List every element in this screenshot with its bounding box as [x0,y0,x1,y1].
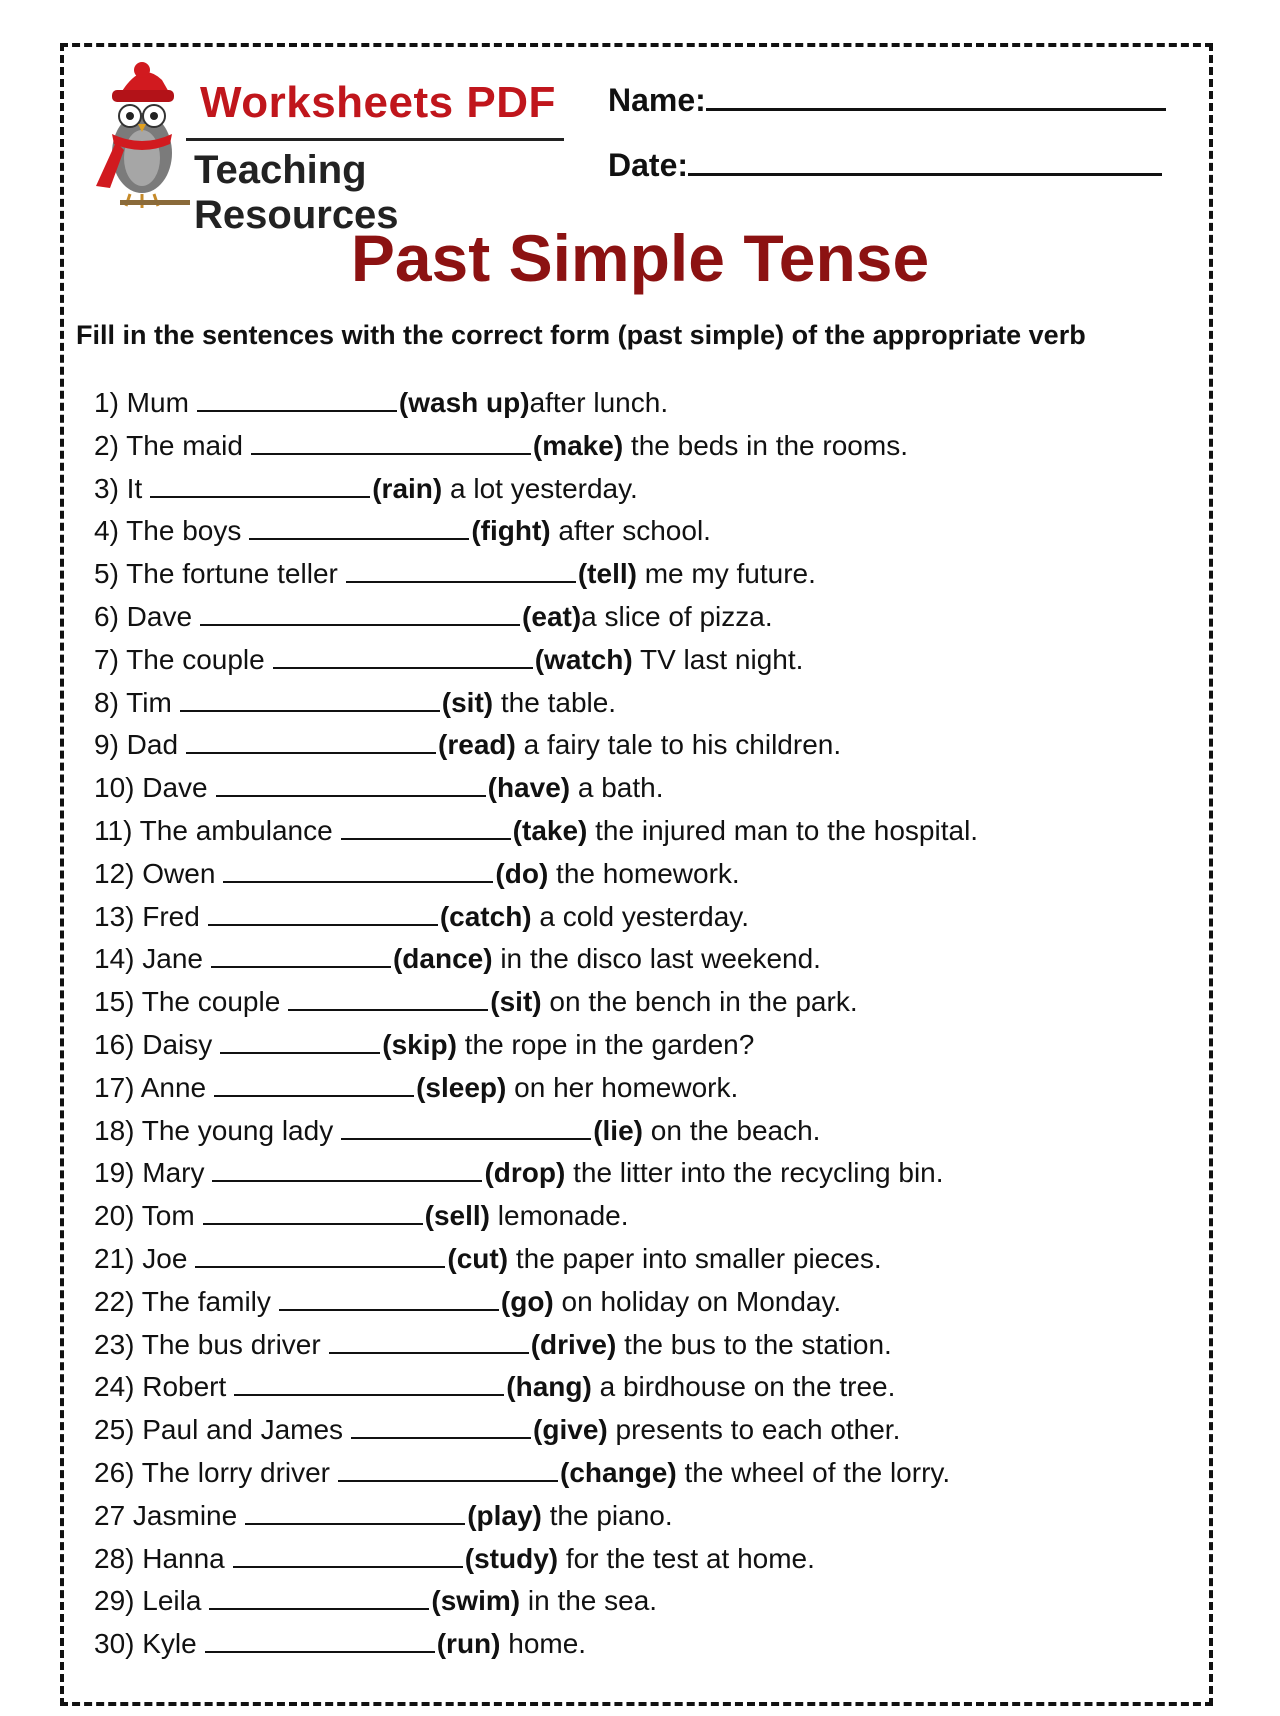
answer-blank[interactable] [233,1540,463,1568]
exercise-item [94,1452,1194,1495]
item-rest: presents to each other. [607,1414,901,1446]
item-rest: in the disco last weekend. [492,943,821,975]
name-label: Name: [608,82,706,118]
date-field[interactable] [608,145,1162,184]
answer-blank[interactable] [338,1454,558,1482]
answer-blank[interactable] [341,812,511,840]
item-rest: the bus to the station. [616,1328,892,1360]
item-subject: 1) Mum [94,387,189,418]
item-rest: the table. [493,686,617,718]
item-subject: 5) The fortune teller [94,558,338,590]
exercise-item [94,425,1194,468]
answer-blank[interactable] [212,1154,482,1182]
item-rest: lemonade. [490,1200,629,1232]
item-subject: 23) The bus driver [94,1328,321,1360]
item-rest: the rope in the garden? [456,1028,755,1060]
item-subject: 27 Jasmine [94,1499,238,1531]
item-verb: (read) [438,729,516,761]
item-subject: 9) Dad [94,729,179,761]
item-verb: (sit) [490,986,542,1018]
answer-blank[interactable] [214,1069,414,1097]
name-line[interactable] [706,80,1166,111]
item-subject: 21) Joe [94,1242,188,1274]
answer-blank[interactable] [197,384,397,412]
answer-blank[interactable] [150,470,370,498]
item-rest: a slice of pizza. [581,600,773,632]
item-verb: (fight) [471,515,551,547]
item-verb: (hang) [506,1371,592,1403]
item-rest: the injured man to the hospital. [587,814,979,846]
exercise-item [94,981,1194,1024]
answer-blank[interactable] [203,1197,423,1225]
exercise-item [94,810,1194,853]
brand-divider [186,138,564,141]
answer-blank[interactable] [195,1240,445,1268]
exercise-item [94,938,1194,981]
brand-subtitle: Teaching Resources [194,148,399,237]
answer-blank[interactable] [351,1411,531,1439]
item-verb: (give) [533,1414,608,1446]
item-rest: in the sea. [520,1585,658,1617]
item-verb: (do) [495,857,549,889]
item-verb: (drop) [484,1157,566,1189]
answer-blank[interactable] [180,684,440,712]
exercise-item [94,767,1194,810]
item-verb: (take) [512,814,588,846]
exercise-item [94,682,1194,725]
item-rest: on the bench in the park. [541,986,858,1018]
item-verb: (play) [467,1499,542,1531]
item-subject: 26) The lorry driver [94,1456,331,1488]
owl-mascot-icon [90,58,200,218]
item-verb: (have) [487,772,571,804]
answer-blank[interactable] [205,1625,435,1653]
answer-blank[interactable] [249,512,469,540]
item-verb: (swim) [431,1585,521,1617]
item-subject: 7) The couple [94,643,265,675]
item-subject: 15) The couple [94,986,281,1018]
item-subject: 4) The boys [94,515,242,547]
item-verb: (dance) [392,943,493,975]
item-subject: 29) Leila [94,1585,202,1617]
item-rest: after lunch. [529,387,669,418]
exercise-item [94,596,1194,639]
item-rest: the wheel of the lorry. [676,1456,951,1488]
item-verb: (change) [560,1456,677,1488]
item-subject: 3) It [94,472,143,504]
date-label: Date: [608,147,689,183]
item-rest: on holiday on Monday. [553,1285,842,1317]
item-verb: (watch) [534,643,633,675]
item-subject: 22) The family [94,1285,271,1317]
item-rest: on the beach. [642,1114,821,1146]
item-verb: (catch) [439,900,532,932]
answer-blank[interactable] [186,726,436,754]
item-verb: (lie) [593,1114,643,1146]
answer-blank[interactable] [200,598,520,626]
item-subject: 11) The ambulance [94,814,333,846]
item-rest: TV last night. [632,643,804,675]
answer-blank[interactable] [346,555,576,583]
exercise-item [94,1409,1194,1452]
item-verb: (eat) [522,600,582,632]
item-subject: 24) Robert [94,1371,227,1403]
exercise-item [94,382,1194,425]
item-verb: (sell) [424,1200,490,1232]
item-rest: home. [500,1628,587,1660]
item-rest: a birdhouse on the tree. [591,1371,896,1403]
item-rest: on her homework. [506,1071,739,1103]
item-subject: 6) Dave [94,600,193,632]
exercise-item [94,1623,1194,1666]
item-subject: 12) Owen [94,857,216,889]
name-field[interactable] [608,80,1166,119]
item-subject: 18) The young lady [94,1114,334,1146]
item-verb: (cut) [447,1242,509,1274]
item-rest: after school. [550,515,711,547]
exercise-item [94,1580,1194,1623]
page-title: Past Simple Tense [350,221,930,295]
item-verb: (rain) [372,472,443,504]
exercise-item [94,896,1194,939]
item-subject: 17) Anne [94,1071,207,1103]
logo [90,58,570,237]
exercise-item [94,1152,1194,1195]
item-verb: (skip) [382,1028,457,1060]
exercise-item [94,1324,1194,1367]
answer-blank[interactable] [220,1026,380,1054]
item-rest: the litter into the recycling bin. [565,1157,944,1189]
item-verb: (study) [464,1542,559,1574]
item-verb: (tell) [577,558,637,590]
item-rest: a cold yesterday. [531,900,749,932]
answer-blank[interactable] [234,1368,504,1396]
item-verb: (run) [436,1628,501,1660]
exercise-item [94,1495,1194,1538]
answer-blank[interactable] [273,641,533,669]
answer-blank[interactable] [208,898,438,926]
item-verb: (sit) [441,686,494,718]
exercise-item [94,1110,1194,1153]
item-verb: (sleep) [416,1071,507,1103]
item-verb: (drive) [530,1328,617,1360]
item-rest: a bath. [570,772,664,804]
exercise-item [94,1067,1194,1110]
exercise-item [94,553,1194,596]
item-rest: the paper into smaller pieces. [508,1242,882,1274]
item-subject: 25) Paul and James [94,1414,344,1446]
item-verb: (go) [500,1285,554,1317]
exercise-item [94,724,1194,767]
date-line[interactable] [688,145,1162,176]
instructions: Fill in the sentences with the correct form (past simple) of the appropriate verb [76,320,1086,350]
item-rest: for the test at home. [558,1542,815,1574]
answer-blank[interactable] [288,983,488,1011]
item-subject: 19) Mary [94,1157,205,1189]
exercise-item [94,1538,1194,1581]
exercise-item [94,510,1194,553]
item-subject: 30) Kyle [94,1628,197,1660]
item-verb: (wash up) [398,387,530,418]
item-subject: 20) Tom [94,1200,195,1232]
answer-blank[interactable] [216,769,486,797]
item-rest: the beds in the rooms. [623,429,908,461]
item-rest: the homework. [548,857,740,889]
exercise-item [94,1195,1194,1238]
brand-title: Worksheets PDF [200,78,556,127]
answer-blank[interactable] [251,427,531,455]
item-rest: the piano. [541,1499,673,1531]
answer-blank[interactable] [211,940,391,968]
exercise-item [94,853,1194,896]
exercise-item [94,1238,1194,1281]
exercise-item [94,468,1194,511]
item-subject: 28) Hanna [94,1542,225,1574]
item-subject: 2) The maid [94,429,243,461]
item-subject: 16) Daisy [94,1028,213,1060]
item-subject: 10) Dave [94,772,208,804]
answer-blank[interactable] [245,1497,465,1525]
item-subject: 8) Tim [94,686,172,718]
answer-blank[interactable] [223,855,493,883]
item-verb: (make) [532,429,624,461]
exercise-item [94,1024,1194,1067]
item-subject: 14) Jane [94,943,203,975]
answer-blank[interactable] [341,1112,591,1140]
item-rest: a fairy tale to his children. [515,729,842,761]
answer-blank[interactable] [329,1326,529,1354]
item-rest: a lot yesterday. [442,472,638,504]
exercise-item [94,639,1194,682]
item-rest: me my future. [636,558,816,590]
answer-blank[interactable] [209,1582,429,1610]
exercise-item [94,1366,1194,1409]
exercise-list [94,382,1194,1666]
exercise-item [94,1281,1194,1324]
answer-blank[interactable] [279,1283,499,1311]
item-subject: 13) Fred [94,900,200,932]
